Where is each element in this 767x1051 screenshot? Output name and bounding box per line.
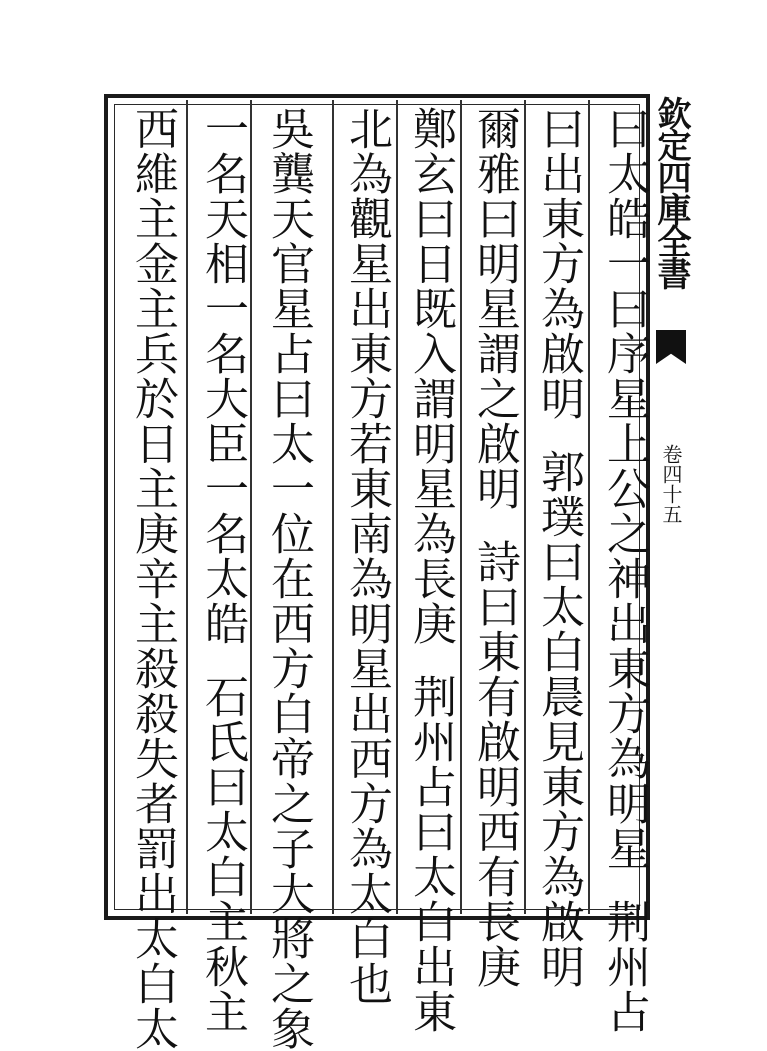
column-rule xyxy=(186,100,188,914)
column-text: 郭璞曰太白晨見東方為啟明 xyxy=(533,449,584,989)
column-text: 北為觀星出東方若東南為明星出西方為太白也 xyxy=(341,106,392,1006)
text-column-1 xyxy=(594,106,654,1034)
column-text: 詩曰東有啟明西有長庚 xyxy=(469,539,520,989)
column-text: 石氏曰太白主秋主 xyxy=(197,674,248,1034)
column-rule xyxy=(588,100,590,914)
book-title: 欽定四庫全書 xyxy=(651,96,691,288)
column-text: 爾雅曰明星謂之啟明 xyxy=(469,106,520,511)
column-rule xyxy=(524,100,526,914)
column-rule xyxy=(460,100,462,914)
text-column-6 xyxy=(258,106,318,1051)
column-text: 荆州占曰太白出東 xyxy=(405,674,456,1034)
column-text: 鄭玄曰日既入謂明星為長庚 xyxy=(405,106,456,646)
column-text: 曰出東方為啟明 xyxy=(533,106,584,421)
volume-label: 卷四十五 xyxy=(659,444,683,524)
column-text: 吳龔天官星占曰太一位在西方白帝之子大將之象 xyxy=(263,106,314,1051)
column-rule xyxy=(396,100,398,914)
column-text: 西維主金主兵於日主庚辛主殺殺失者罰出太白太 xyxy=(127,106,178,1051)
text-column-3 xyxy=(464,106,524,989)
column-rule xyxy=(332,100,334,914)
column-text: 荆州占 xyxy=(599,899,650,1034)
text-column-7 xyxy=(192,106,252,1034)
text-column-5 xyxy=(336,106,396,1006)
text-column-4 xyxy=(400,106,460,1034)
page-margin xyxy=(650,94,692,920)
text-column-2 xyxy=(528,106,588,989)
fishtail-mark-icon xyxy=(656,330,686,364)
text-column-8 xyxy=(122,106,182,1051)
column-text: 一名天相一名大臣一名太皓 xyxy=(197,106,248,646)
column-text: 曰太皓一曰序星上公之神出東方為明星 xyxy=(599,106,650,871)
